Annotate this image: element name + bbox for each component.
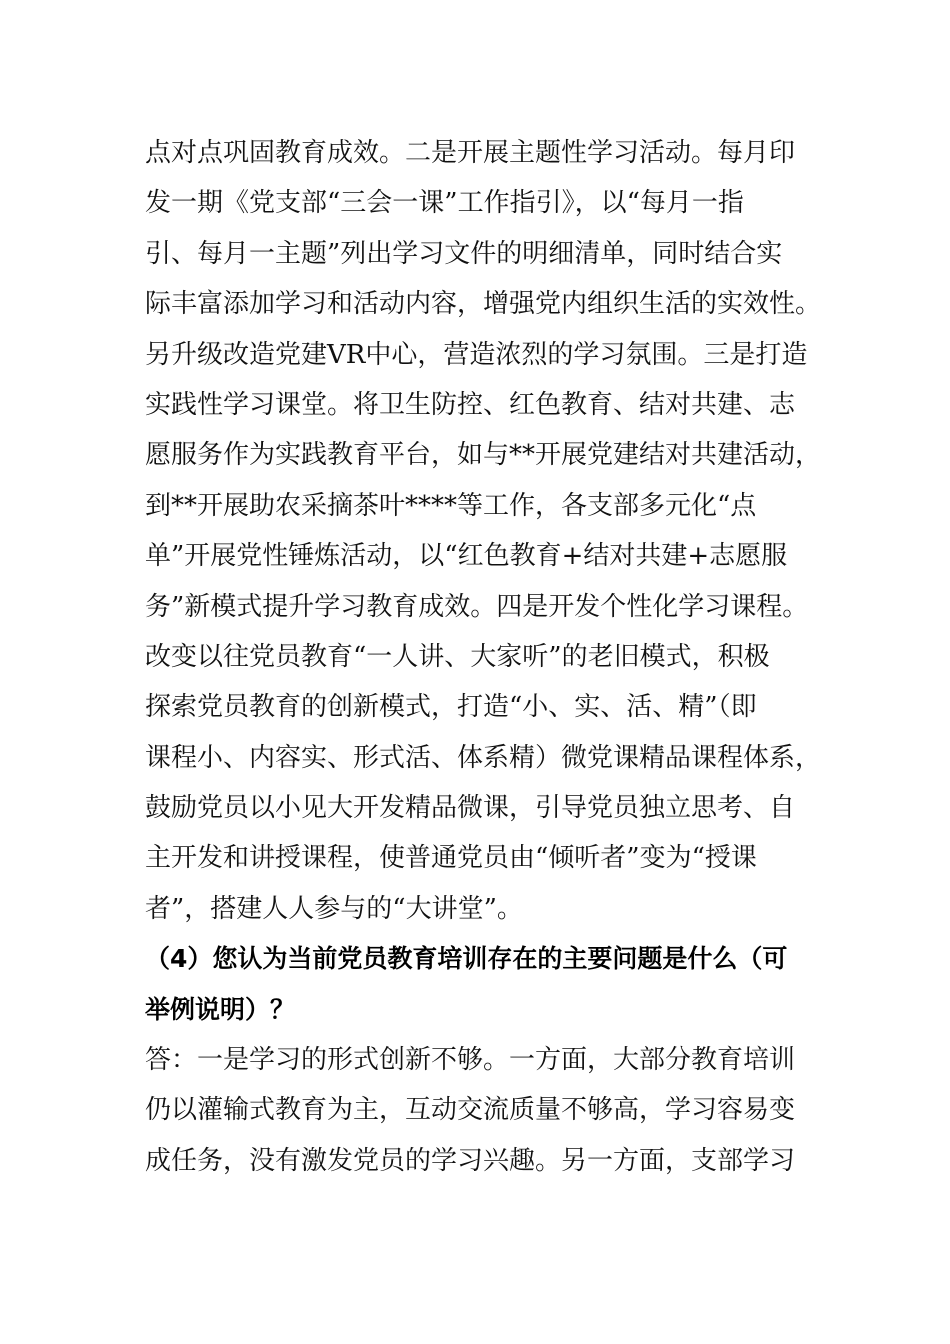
text-line: 单”开展党性锤炼活动，以“红色教育+结对共建+志愿服 bbox=[145, 541, 788, 572]
text-line: 改变以往党员教育“一人讲、大家听”的老旧模式，积极 bbox=[145, 641, 770, 672]
answer-line: 成任务，没有激发党员的学习兴趣。另一方面，支部学习 bbox=[145, 1145, 796, 1176]
answer-line: 仍以灌输式教育为主，互动交流质量不够高，学习容易变 bbox=[145, 1095, 796, 1126]
text-line: 发一期《党支部“三会一课”工作指引》，以“每月一指 bbox=[145, 188, 744, 219]
text-line: 务”新模式提升学习教育成效。四是开发个性化学习课程。 bbox=[145, 591, 809, 622]
question-line: （4）您认为当前党员教育培训存在的主要问题是什么（可 bbox=[145, 944, 788, 974]
text-line: 鼓励党员以小见大开发精品微课，引导党员独立思考、自 bbox=[145, 793, 796, 824]
paragraph-practice-summary bbox=[145, 128, 822, 934]
text-line: 到**开展助农采摘茶叶****等工作，各支部多元化“点 bbox=[145, 490, 757, 521]
text-line: 引、每月一主题”列出学习文件的明细清单，同时结合实 bbox=[145, 238, 783, 269]
text-line: 点对点巩固教育成效。二是开展主题性学习活动。每月印 bbox=[145, 138, 796, 168]
text-line: 课程小、内容实、形式活、体系精）微党课精品课程体系， bbox=[145, 742, 822, 773]
text-line: 者”，搭建人人参与的“大讲堂”。 bbox=[145, 893, 523, 924]
text-line: 主开发和讲授课程，使普通党员由“倾听者”变为“授课 bbox=[145, 843, 757, 874]
document-body bbox=[145, 128, 822, 1186]
text-line: 愿服务作为实践教育平台，如与**开展党建结对共建活动， bbox=[145, 440, 822, 471]
text-line: 实践性学习课堂。将卫生防控、红色教育、结对共建、志 bbox=[145, 389, 796, 420]
answer-line: 答：一是学习的形式创新不够。一方面，大部分教育培训 bbox=[145, 1045, 796, 1076]
text-line: 另升级改造党建VR中心，营造浓烈的学习氛围。三是打造 bbox=[145, 339, 808, 370]
question-line: 举例说明）？ bbox=[145, 994, 296, 1024]
text-line: 际丰富添加学习和活动内容，增强党内组织生活的实效性。 bbox=[145, 289, 822, 320]
question-heading bbox=[145, 934, 805, 1035]
text-line: 探索党员教育的创新模式，打造“小、实、活、精”（即 bbox=[145, 692, 757, 723]
answer-paragraph bbox=[145, 1035, 805, 1186]
